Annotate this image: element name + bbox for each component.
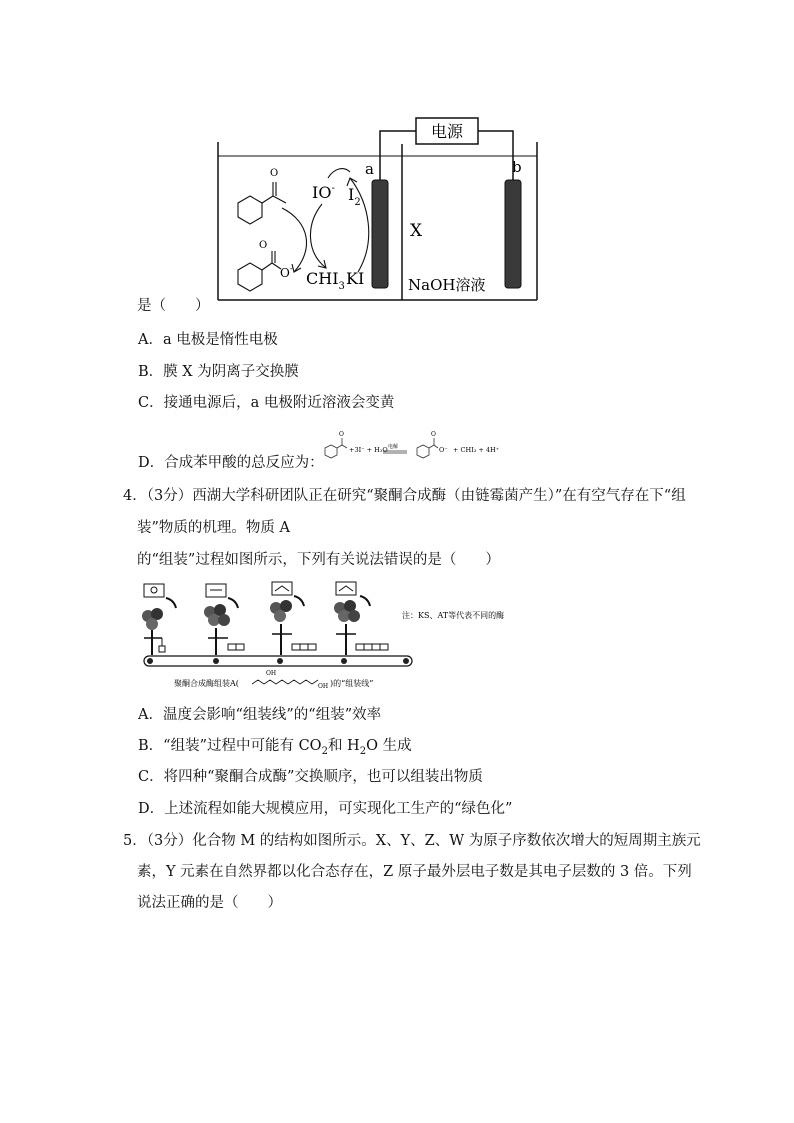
q3-equation bbox=[313, 428, 513, 468]
solution-label: NaOH溶液 bbox=[408, 276, 486, 294]
ketone-oxygen: O bbox=[270, 168, 279, 179]
enzyme-stage-3 bbox=[270, 582, 316, 655]
assembly-caption-prefix: 聚酮合成酶组装A( bbox=[174, 679, 239, 688]
hypoiodite-label: IO- bbox=[312, 183, 335, 202]
iodine-label: $I_2$ bbox=[348, 185, 361, 208]
q3-option-d: D．合成苯甲酸的总反应为： bbox=[138, 455, 324, 471]
q3-option-a: A．a 电极是惰性电极 bbox=[138, 332, 278, 348]
assembly-line-diagram bbox=[140, 578, 530, 694]
q4-option-b: B．“组装”过程中可能有 $CO_2$和 $H_2O$ 生成 bbox=[138, 738, 412, 757]
iodoform-label: $CHI_3$ bbox=[306, 269, 345, 292]
svg-text:O: O bbox=[431, 431, 436, 438]
q5-line-1: 5．（3分）化合物 M 的结构如图所示。X、Y、Z、W 为原子序数依次增大的短周期主族元 bbox=[123, 833, 701, 849]
benzoate-structure bbox=[238, 251, 281, 291]
q3-option-b: B．膜 X 为阴离子交换膜 bbox=[138, 364, 299, 380]
eq-rhs: + CHI₃ + 4H⁺ bbox=[453, 446, 500, 454]
enzyme-stage-1 bbox=[142, 584, 176, 655]
power-label: 电源 bbox=[430, 122, 464, 141]
assembly-note: 注：KS、AT等代表不同的酶 bbox=[402, 611, 505, 620]
q3-option-c: C．接通电源后，a 电极附近溶液会变黄 bbox=[138, 395, 395, 411]
eq-lhs: +3I⁻ + H₂O bbox=[349, 446, 388, 454]
q4-option-a: A．温度会影响“组装线”的“组装”效率 bbox=[138, 707, 382, 723]
enzyme-stage-4 bbox=[334, 582, 388, 655]
enzyme-stage-2 bbox=[204, 584, 244, 655]
electrode-b-label: b bbox=[512, 158, 522, 176]
electrode-a bbox=[372, 180, 388, 288]
caption-oh-2: OH bbox=[318, 683, 329, 690]
acetophenone-structure bbox=[238, 182, 286, 224]
ki-label: KI bbox=[346, 269, 365, 288]
q4-option-c: C．将四种“聚酮合成酶”交换顺序，也可以组装出物质 bbox=[138, 769, 483, 785]
caption-oh: OH bbox=[266, 670, 277, 677]
electrode-a-label: a bbox=[365, 160, 374, 178]
q4-line-1: 4．（3分）西湖大学科研团队正在研究“聚酮合成酶（由链霉菌产生）”在有空气存在下“组 bbox=[123, 488, 686, 504]
q5-line-2: 素，Y 元素在自然界都以化合态存在，Z 原子最外层电子数是其电子层数的 3 倍。下列 bbox=[137, 864, 692, 880]
carboxyl-oxygen: O bbox=[259, 240, 268, 251]
benzoate-oxygen: O- bbox=[280, 264, 293, 280]
membrane-label: X bbox=[410, 221, 423, 241]
q5-line-3: 说法正确的是（ ） bbox=[137, 895, 282, 911]
q4-option-d: D．上述流程如能大规模应用，可实现化工生产的“绿色化” bbox=[138, 801, 513, 817]
svg-text:O: O bbox=[339, 431, 344, 438]
electrode-b bbox=[505, 180, 521, 288]
q4-line-2: 装”物质的机理。物质 A bbox=[137, 520, 290, 536]
q3-tail: 是（ ） bbox=[137, 298, 210, 314]
electrolysis-diagram bbox=[210, 112, 550, 307]
assembly-caption-suffix: )的“组装线” bbox=[330, 679, 374, 688]
eq-condition: 电解 bbox=[388, 444, 399, 450]
eq-rhs-o: O⁻ bbox=[439, 446, 448, 454]
q4-line-3: 的“组装”过程如图所示，下列有关说法错误的是（ ） bbox=[137, 552, 500, 568]
